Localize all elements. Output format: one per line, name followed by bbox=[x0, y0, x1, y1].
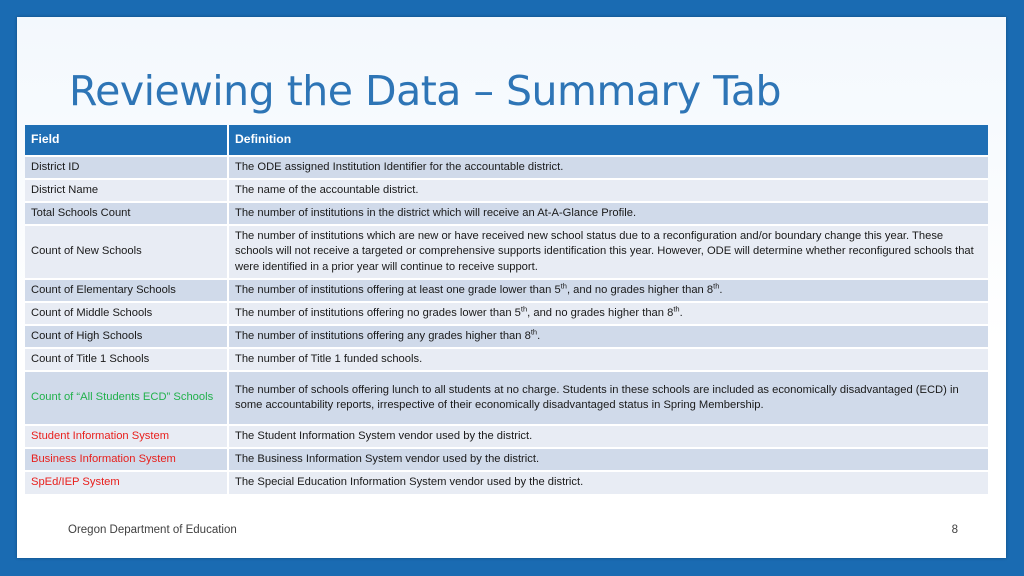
field-cell: Student Information System bbox=[25, 425, 228, 448]
field-cell: Count of Elementary Schools bbox=[25, 279, 228, 302]
slide bbox=[17, 17, 1006, 558]
table-row bbox=[25, 471, 988, 494]
field-cell: District ID bbox=[25, 156, 228, 179]
definition-cell: The number of institutions offering any grades higher than 8th. bbox=[228, 325, 988, 348]
definition-cell: The number of institutions in the district which will receive an At-A-Glance Profile. bbox=[228, 202, 988, 225]
page-number: 8 bbox=[951, 524, 958, 536]
field-cell: Count of Middle Schools bbox=[25, 302, 228, 325]
definition-cell: The ODE assigned Institution Identifier for the accountable district. bbox=[228, 156, 988, 179]
table-row bbox=[25, 279, 988, 302]
definition-cell: The number of institutions which are new or have received new school status due to a reconfiguration and/or boundary change this year. These schools will not receive a targeted or comprehensive supports identification this year. However, ODE will determine whether reconfigured schools that were identified in a prior year will continue to receive support. bbox=[228, 225, 988, 279]
table-row bbox=[25, 302, 988, 325]
field-cell: SpEd/IEP System bbox=[25, 471, 228, 494]
field-cell: District Name bbox=[25, 179, 228, 202]
definition-cell: The name of the accountable district. bbox=[228, 179, 988, 202]
table-row bbox=[25, 179, 988, 202]
table-row bbox=[25, 156, 988, 179]
definition-cell: The number of Title 1 funded schools. bbox=[228, 348, 988, 371]
table-row bbox=[25, 325, 988, 348]
header-field: Field bbox=[25, 125, 228, 156]
field-cell: Count of Title 1 Schools bbox=[25, 348, 228, 371]
field-cell: Business Information System bbox=[25, 448, 228, 471]
definition-cell: The number of schools offering lunch to all students at no charge. Students in these schools are included as economically disadvantaged (ECD) in some accountability reports, irrespective of their economically disadvantaged status in Spring Membership. bbox=[228, 371, 988, 425]
field-cell: Count of High Schools bbox=[25, 325, 228, 348]
table-row bbox=[25, 448, 988, 471]
header-definition: Definition bbox=[228, 125, 988, 156]
table-row bbox=[25, 348, 988, 371]
definition-cell: The number of institutions offering at least one grade lower than 5th, and no grades higher than 8th. bbox=[228, 279, 988, 302]
table-header-row bbox=[25, 125, 988, 156]
definition-cell: The Student Information System vendor used by the district. bbox=[228, 425, 988, 448]
definition-cell: The Business Information System vendor used by the district. bbox=[228, 448, 988, 471]
field-cell: Total Schools Count bbox=[25, 202, 228, 225]
slide-title: Reviewing the Data – Summary Tab bbox=[69, 67, 782, 115]
field-cell: Count of “All Students ECD” Schools bbox=[25, 371, 228, 425]
footer-organization: Oregon Department of Education bbox=[68, 524, 237, 536]
table-row bbox=[25, 425, 988, 448]
table-row bbox=[25, 225, 988, 279]
summary-table bbox=[25, 125, 988, 494]
definition-cell: The number of institutions offering no grades lower than 5th, and no grades higher than 8th. bbox=[228, 302, 988, 325]
table-row bbox=[25, 202, 988, 225]
table-row bbox=[25, 371, 988, 425]
field-cell: Count of New Schools bbox=[25, 225, 228, 279]
definition-cell: The Special Education Information System vendor used by the district. bbox=[228, 471, 988, 494]
